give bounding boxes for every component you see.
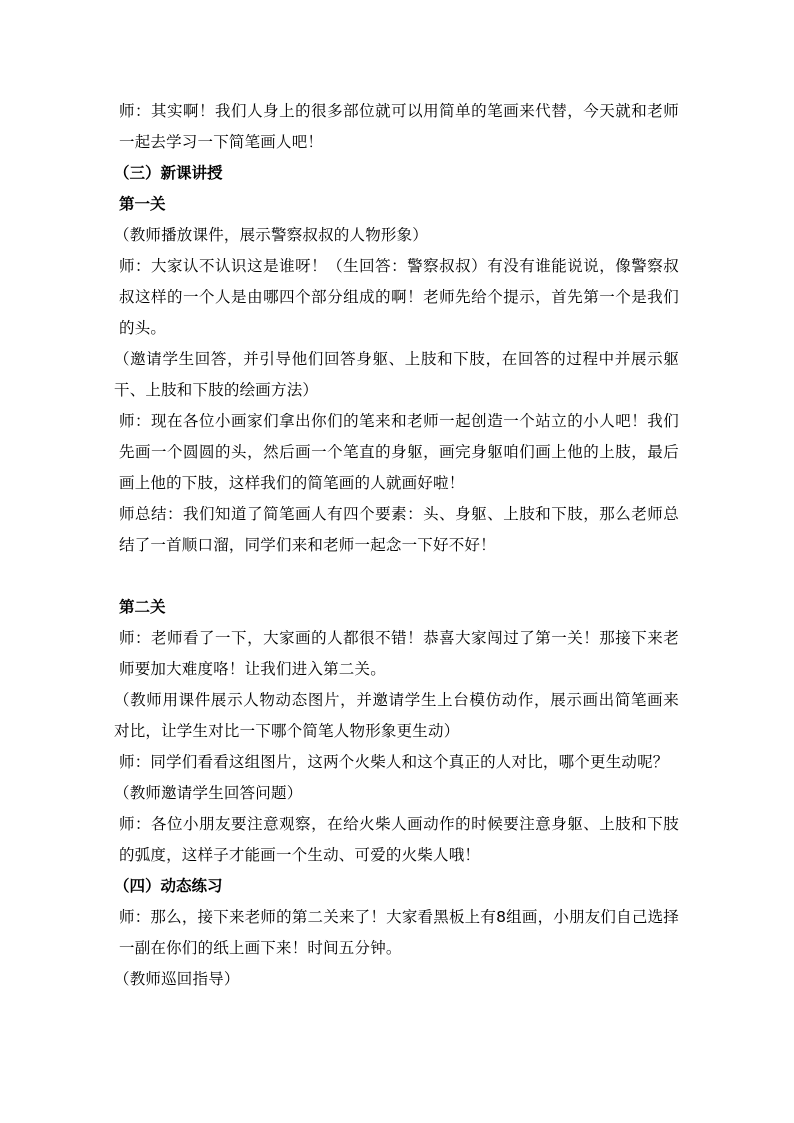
- level-heading-first: 第一关: [119, 195, 166, 213]
- paragraph-teacher-action-5: （教师巡回指导）: [114, 970, 240, 988]
- paragraph-teacher-question-1: 师：大家认不认识这是谁呀！（生回答：警察叔叔）有没有谁能说说，像警察叔叔这样的一个人是由哪四个部分组成的啊！老师先给个提示，首先第一个是我们的头。: [119, 257, 679, 337]
- paragraph-drawing-steps: 师：现在各位小画家们拿出你们的笔来和老师一起创造一个站立的小人吧！我们先画一个圆圆的头，然后画一个笔直的身躯，画完身躯咱们画上他的上肢，最后画上他的下肢，这样我们的简笔画的人就画好啦！: [119, 412, 679, 492]
- blank-line: [119, 561, 679, 592]
- paragraph-teacher-action-3: （教师用课件展示人物动态图片，并邀请学生上台模仿动作，展示画出简笔画来对比，让学生对比一下哪个简笔人物形象更生动）: [114, 691, 679, 740]
- paragraph-summary: 师总结：我们知道了简笔画人有四个要素：头、身躯、上肢和下肢，那么老师总结了一首顺口溜，同学们来和老师一起念一下好不好！: [119, 505, 679, 554]
- paragraph-intro: 师：其实啊！我们人身上的很多部位就可以用简单的笔画来代替，今天就和老师一起去学习一下简笔画人吧！: [119, 102, 679, 151]
- paragraph-observe-tip: 师：各位小朋友要注意观察，在给火柴人画动作的时候要注意身躯、上肢和下肢的弧度，这样子才能画一个生动、可爱的火柴人哦！: [119, 815, 679, 864]
- paragraph-teacher-action-2: （邀请学生回答，并引导他们回答身躯、上肢和下肢，在回答的过程中并展示躯干、上肢和下肢的绘画方法）: [114, 350, 679, 399]
- paragraph-teacher-action-1: （教师播放课件，展示警察叔叔的人物形象）: [114, 226, 429, 244]
- section-heading-new-lesson: （三）新课讲授: [114, 164, 223, 182]
- paragraph-compare-question: 师：同学们看看这组图片，这两个火柴人和这个真正的人对比，哪个更生动呢？: [119, 753, 669, 771]
- document-body: [114, 96, 679, 995]
- section-heading-practice: （四）动态练习: [114, 877, 223, 895]
- paragraph-teacher-action-4: （教师邀请学生回答问题）: [114, 784, 303, 802]
- paragraph-level-two-intro: 师：老师看了一下，大家画的人都很不错！恭喜大家闯过了第一关！那接下来老师要加大难度咯！让我们进入第二关。: [119, 629, 679, 678]
- level-heading-second: 第二关: [119, 598, 166, 616]
- paragraph-practice-task: 师：那么，接下来老师的第二关来了！大家看黑板上有8组画，小朋友们自己选择一副在你们的纸上画下来！时间五分钟。: [119, 908, 679, 957]
